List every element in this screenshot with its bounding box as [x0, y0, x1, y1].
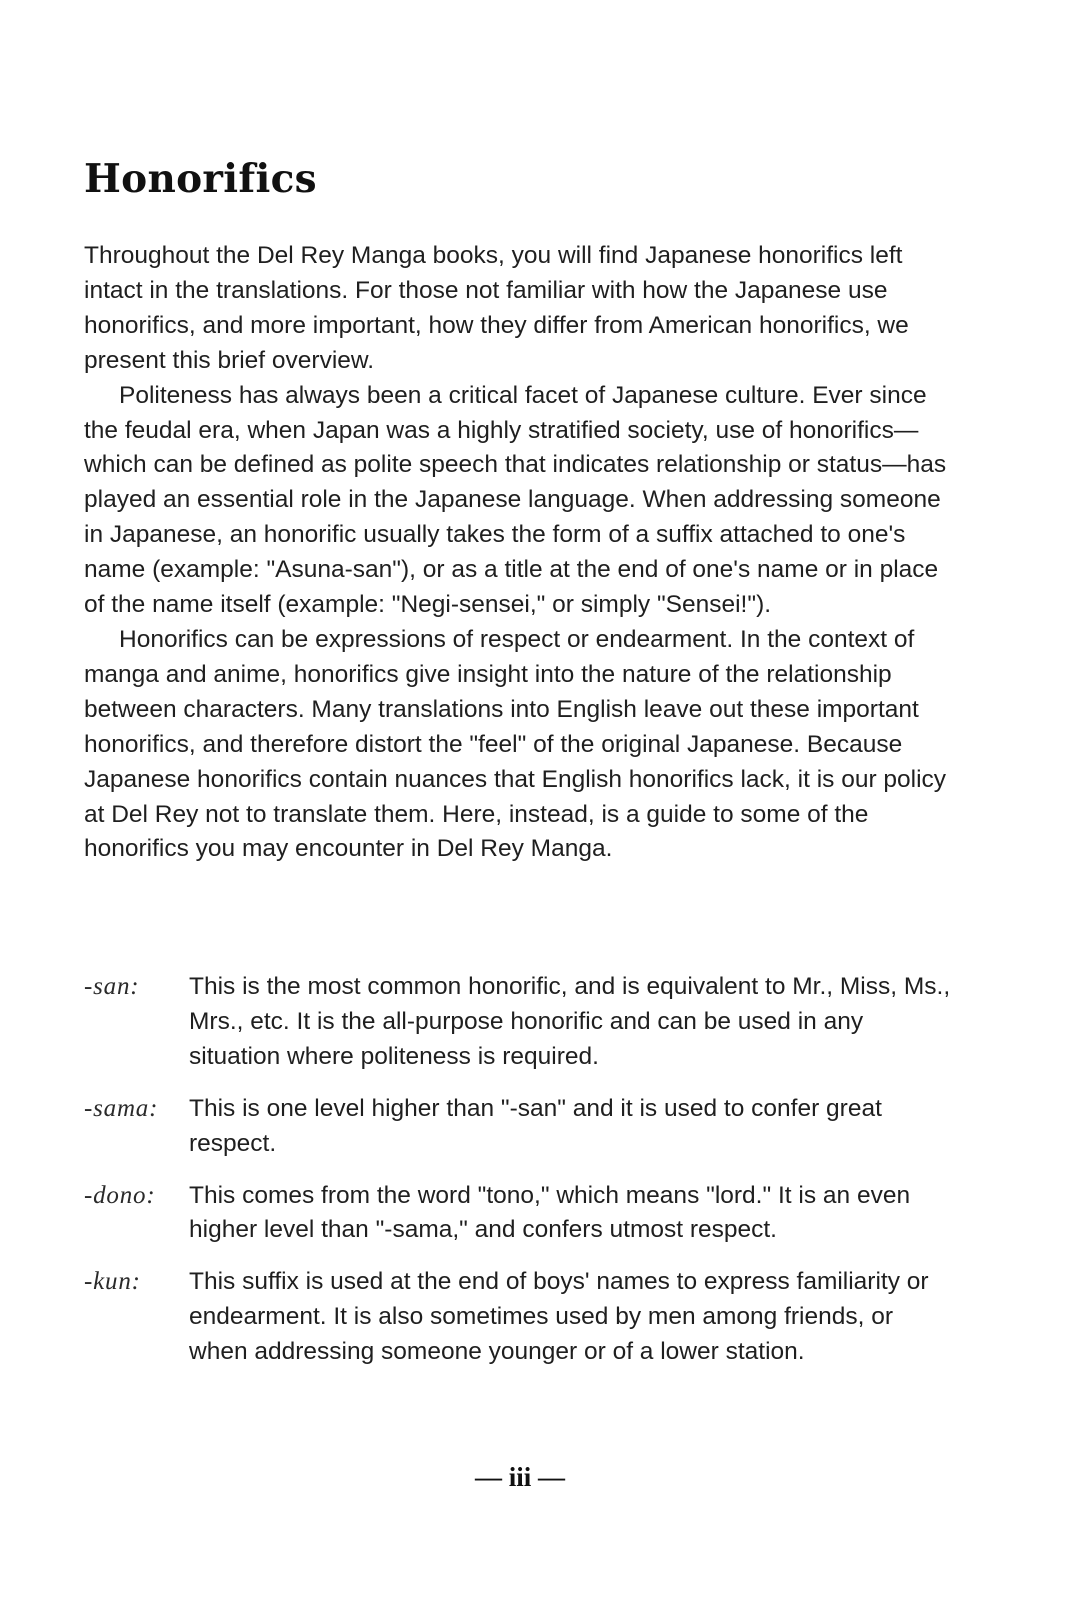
glossary-entry-kun: [84, 1265, 956, 1370]
glossary-definition: This is the most common honorific, and is equivalent to Mr., Miss, Ms., Mrs., etc. It is the all-purpose honorific and can be used in any situation where politeness is required.: [189, 973, 951, 1070]
glossary-entry-dono: [84, 1179, 956, 1249]
glossary-entry-sama: [84, 1092, 956, 1162]
glossary-definition: This is one level higher than "-san" and it is used to confer great respect.: [189, 1094, 882, 1157]
book-page: [84, 0, 956, 1600]
glossary-term: -san:: [84, 973, 140, 1000]
honorifics-glossary: [84, 970, 956, 1387]
glossary-term: -kun:: [84, 1268, 141, 1296]
paragraph-politeness: Politeness has always been a critical facet of Japanese culture. Ever since the feudal era, when Japan was a highly stratified society, use of honorifics—which can be defined as polite speech that indicates relationship or status—has played an essential role in the Japanese language. When addressing someone in Japanese, an honorific usually takes the form of a suffix attached to one's name (example: "Asuna-san"), or as a title at the end of one's name or in place of the name itself (example: "Negi-sensei," or simply "Sensei!").: [84, 381, 947, 619]
paragraph-intro: Throughout the Del Rey Manga books, you will find Japanese honorifics left intact in the translations. For those not familiar with how the Japanese use honorifics, and more important, how they differ from American honorifics, we present this brief overview.: [84, 242, 909, 374]
paragraph-expressions: Honorifics can be expressions of respect or endearment. In the context of manga and anime, honorifics give insight into the nature of the relationship between characters. Many translations into English leave out these important honorifics, and therefore distort the "feel" of the original Japanese. Because Japanese honorifics contain nuances that English honorifics lack, it is our policy at Del Rey not to translate them. Here, instead, is a guide to some of the honorifics you may encounter in Del Rey Manga.: [84, 625, 947, 863]
glossary-definition: This comes from the word "tono," which means "lord." It is an even higher level than "-sama," and confers utmost respect.: [189, 1181, 911, 1244]
glossary-term: -sama:: [84, 1094, 159, 1122]
page-number: — iii —: [474, 1462, 565, 1492]
intro-text: [84, 239, 956, 867]
glossary-entry-san: [84, 970, 956, 1075]
page-title: Honorifics: [84, 156, 317, 202]
glossary-definition: This suffix is used at the end of boys' names to express familiarity or endearment. It is also sometimes used by men among friends, or when addressing someone younger or of a lower station.: [189, 1268, 929, 1366]
glossary-term: -dono:: [84, 1181, 156, 1209]
